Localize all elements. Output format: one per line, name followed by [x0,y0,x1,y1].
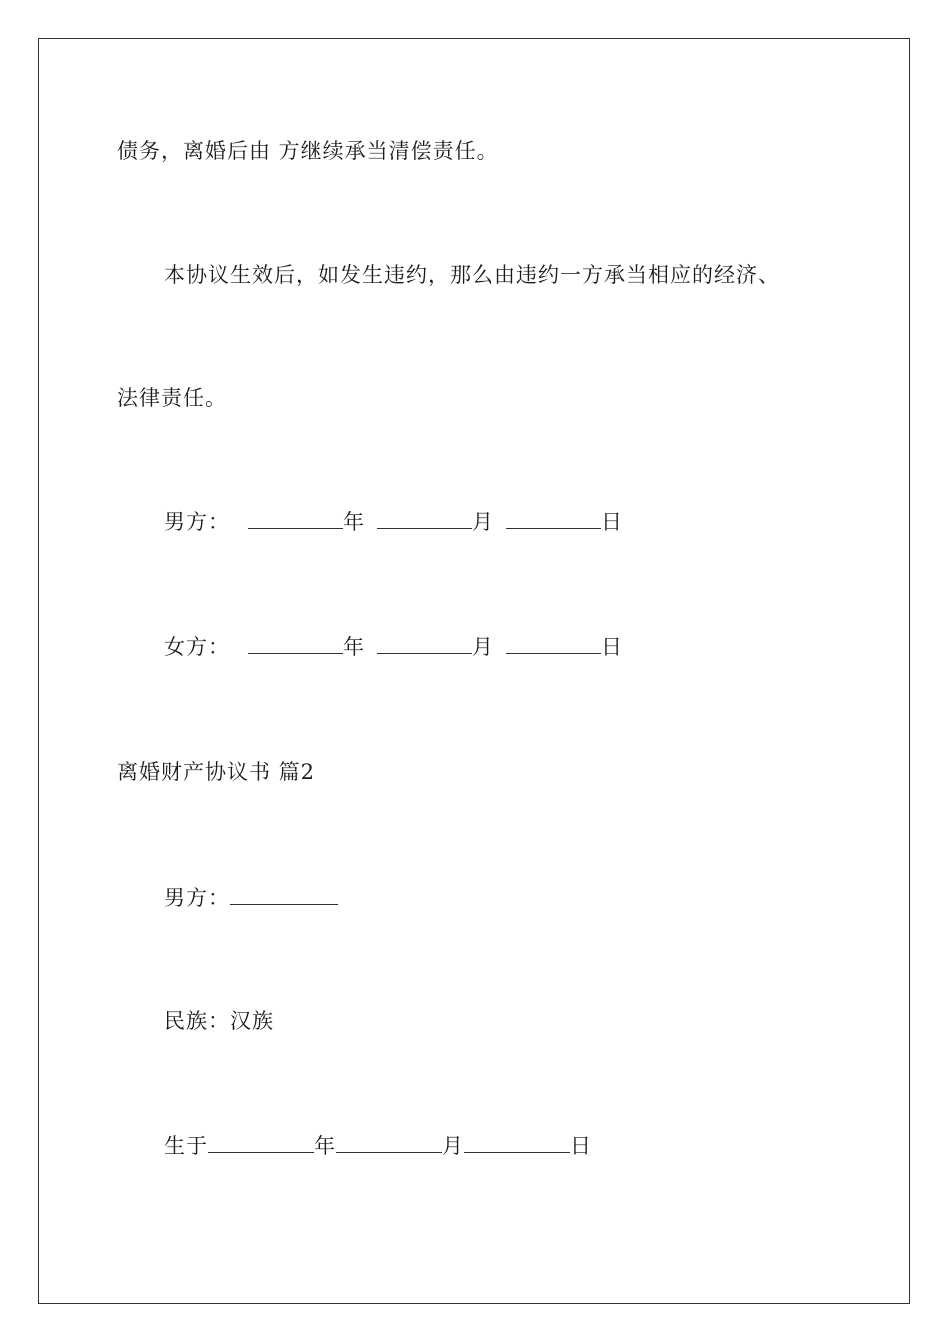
female-year-label: 年 [343,635,365,659]
paragraph-debt-line: 债务，离婚后由 方继续承当清偿责任。 [117,139,499,163]
birth-year-label: 年 [314,1134,336,1158]
female-day-label: 日 [601,635,623,659]
birth-day-blank[interactable] [464,1132,570,1153]
birth-date-row [164,1132,592,1160]
paragraph-breach-line: 本协议生效后，如发生违约，那么由违约一方承当相应的经济、 [164,263,780,287]
male-name-label: 男方： [164,886,230,910]
female-month-label: 月 [472,635,494,659]
page-frame [38,38,910,1304]
female-signature-date-row [164,633,623,661]
female-month-blank[interactable] [377,633,472,654]
male-month-label: 月 [472,510,494,534]
birth-prefix-label: 生于 [164,1134,208,1158]
male-name-blank[interactable] [230,884,338,905]
male-month-blank[interactable] [377,508,472,529]
ethnicity-line: 民族：汉族 [164,1009,274,1033]
male-year-blank[interactable] [248,508,343,529]
section-title: 离婚财产协议书 篇2 [117,760,316,784]
male-day-label: 日 [601,510,623,534]
female-year-blank[interactable] [248,633,343,654]
female-day-blank[interactable] [506,633,601,654]
birth-year-blank[interactable] [208,1132,314,1153]
birth-month-blank[interactable] [336,1132,442,1153]
male-signature-date-row [164,508,623,536]
male-signature-label: 男方： [164,510,230,534]
birth-month-label: 月 [442,1134,464,1158]
male-day-blank[interactable] [506,508,601,529]
male-name-row [164,884,338,912]
birth-day-label: 日 [570,1134,592,1158]
female-signature-label: 女方： [164,635,230,659]
paragraph-legal-line: 法律责任。 [117,386,227,410]
male-year-label: 年 [343,510,365,534]
